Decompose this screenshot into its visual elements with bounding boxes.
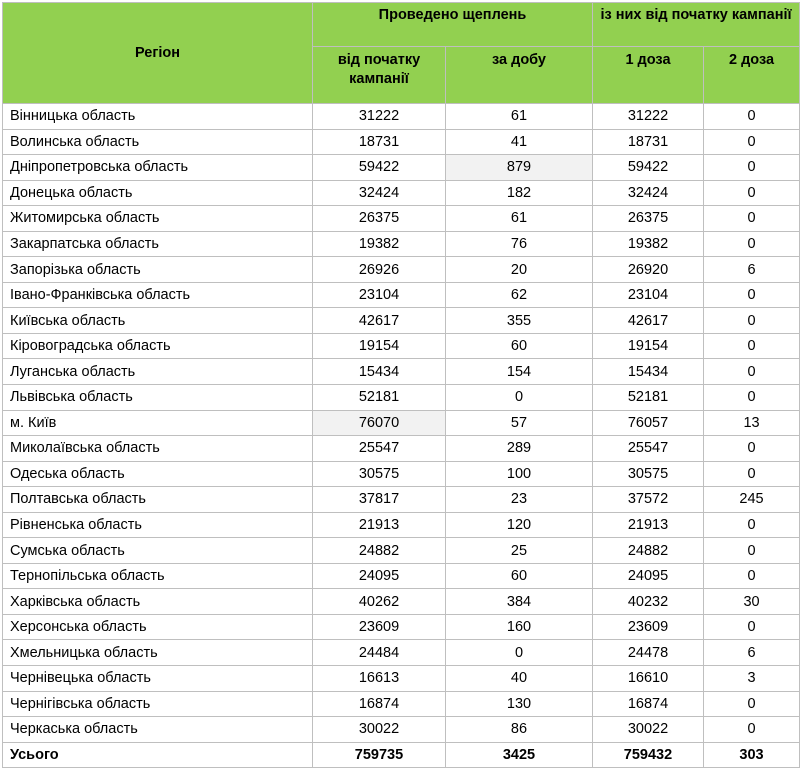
region-name: Рівненська область xyxy=(3,512,313,538)
dose2-value: 245 xyxy=(704,487,800,513)
region-name: м. Київ xyxy=(3,410,313,436)
per-day-value: 61 xyxy=(446,206,593,232)
region-name: Закарпатська область xyxy=(3,231,313,257)
since-start-value: 37817 xyxy=(313,487,446,513)
region-name: Донецька область xyxy=(3,180,313,206)
dose1-value: 24095 xyxy=(593,563,704,589)
table-row xyxy=(3,461,800,487)
table-row xyxy=(3,436,800,462)
dose2-value: 0 xyxy=(704,461,800,487)
since-start-value: 40262 xyxy=(313,589,446,615)
table-row xyxy=(3,691,800,717)
dose2-value: 0 xyxy=(704,538,800,564)
table-row xyxy=(3,614,800,640)
region-name: Запорізька область xyxy=(3,257,313,283)
per-day-value: 100 xyxy=(446,461,593,487)
table-row xyxy=(3,666,800,692)
dose2-value: 6 xyxy=(704,640,800,666)
dose1-value: 16610 xyxy=(593,666,704,692)
dose1-value: 40232 xyxy=(593,589,704,615)
table-row xyxy=(3,640,800,666)
header-region: Регіон xyxy=(3,3,313,104)
dose2-value: 0 xyxy=(704,308,800,334)
total-label: Усього xyxy=(3,742,313,768)
since-start-value: 24484 xyxy=(313,640,446,666)
dose2-value: 0 xyxy=(704,206,800,232)
since-start-value: 21913 xyxy=(313,512,446,538)
per-day-value: 120 xyxy=(446,512,593,538)
per-day-value: 25 xyxy=(446,538,593,564)
dose1-value: 37572 xyxy=(593,487,704,513)
table-row xyxy=(3,359,800,385)
dose1-value: 19382 xyxy=(593,231,704,257)
per-day-value: 86 xyxy=(446,717,593,743)
since-start-value: 26926 xyxy=(313,257,446,283)
dose1-value: 30022 xyxy=(593,717,704,743)
since-start-value: 19154 xyxy=(313,333,446,359)
table-row xyxy=(3,282,800,308)
per-day-value: 60 xyxy=(446,333,593,359)
since-start-value: 23609 xyxy=(313,614,446,640)
since-start-value: 25547 xyxy=(313,436,446,462)
per-day-value: 61 xyxy=(446,104,593,130)
table-row xyxy=(3,155,800,181)
table-row xyxy=(3,589,800,615)
total-per-day: 3425 xyxy=(446,742,593,768)
per-day-value: 62 xyxy=(446,282,593,308)
per-day-value: 879 xyxy=(446,155,593,181)
dose2-value: 6 xyxy=(704,257,800,283)
table-row xyxy=(3,717,800,743)
table-row xyxy=(3,410,800,436)
dose1-value: 19154 xyxy=(593,333,704,359)
since-start-value: 18731 xyxy=(313,129,446,155)
dose2-value: 0 xyxy=(704,436,800,462)
region-name: Черкаська область xyxy=(3,717,313,743)
dose1-value: 23104 xyxy=(593,282,704,308)
header-per-day: за добу xyxy=(446,47,593,104)
total-dose1: 759432 xyxy=(593,742,704,768)
per-day-value: 20 xyxy=(446,257,593,283)
since-start-value: 26375 xyxy=(313,206,446,232)
dose1-value: 59422 xyxy=(593,155,704,181)
dose2-value: 0 xyxy=(704,563,800,589)
table-row xyxy=(3,206,800,232)
dose2-value: 0 xyxy=(704,691,800,717)
dose2-value: 0 xyxy=(704,282,800,308)
header-dose2: 2 доза xyxy=(704,47,800,104)
dose1-value: 16874 xyxy=(593,691,704,717)
since-start-value: 16613 xyxy=(313,666,446,692)
region-name: Харківська область xyxy=(3,589,313,615)
dose1-value: 32424 xyxy=(593,180,704,206)
table-row xyxy=(3,129,800,155)
since-start-value: 24882 xyxy=(313,538,446,564)
per-day-value: 40 xyxy=(446,666,593,692)
region-name: Чернігівська область xyxy=(3,691,313,717)
dose2-value: 0 xyxy=(704,104,800,130)
table-row xyxy=(3,308,800,334)
per-day-value: 289 xyxy=(446,436,593,462)
total-dose2: 303 xyxy=(704,742,800,768)
dose1-value: 25547 xyxy=(593,436,704,462)
per-day-value: 57 xyxy=(446,410,593,436)
region-name: Львівська область xyxy=(3,385,313,411)
since-start-value: 19382 xyxy=(313,231,446,257)
since-start-value: 52181 xyxy=(313,385,446,411)
per-day-value: 41 xyxy=(446,129,593,155)
per-day-value: 76 xyxy=(446,231,593,257)
table-row xyxy=(3,104,800,130)
dose1-value: 76057 xyxy=(593,410,704,436)
per-day-value: 182 xyxy=(446,180,593,206)
region-name: Кіровоградська область xyxy=(3,333,313,359)
total-row xyxy=(3,742,800,768)
since-start-value: 76070 xyxy=(313,410,446,436)
per-day-value: 355 xyxy=(446,308,593,334)
dose2-value: 3 xyxy=(704,666,800,692)
dose2-value: 0 xyxy=(704,385,800,411)
dose2-value: 0 xyxy=(704,614,800,640)
region-name: Полтавська область xyxy=(3,487,313,513)
per-day-value: 154 xyxy=(446,359,593,385)
dose1-value: 24478 xyxy=(593,640,704,666)
dose2-value: 0 xyxy=(704,155,800,181)
per-day-value: 0 xyxy=(446,385,593,411)
dose2-value: 0 xyxy=(704,359,800,385)
per-day-value: 23 xyxy=(446,487,593,513)
region-name: Миколаївська область xyxy=(3,436,313,462)
dose1-value: 30575 xyxy=(593,461,704,487)
dose1-value: 24882 xyxy=(593,538,704,564)
header-dose1: 1 доза xyxy=(593,47,704,104)
per-day-value: 130 xyxy=(446,691,593,717)
per-day-value: 0 xyxy=(446,640,593,666)
dose1-value: 42617 xyxy=(593,308,704,334)
per-day-value: 160 xyxy=(446,614,593,640)
dose1-value: 26920 xyxy=(593,257,704,283)
since-start-value: 15434 xyxy=(313,359,446,385)
region-name: Тернопільська область xyxy=(3,563,313,589)
dose1-value: 15434 xyxy=(593,359,704,385)
region-name: Дніпропетровська область xyxy=(3,155,313,181)
dose1-value: 23609 xyxy=(593,614,704,640)
since-start-value: 59422 xyxy=(313,155,446,181)
dose2-value: 0 xyxy=(704,333,800,359)
dose1-value: 26375 xyxy=(593,206,704,232)
region-name: Луганська область xyxy=(3,359,313,385)
table-row xyxy=(3,333,800,359)
dose2-value: 30 xyxy=(704,589,800,615)
header-vaccinations: Проведено щеплень xyxy=(313,3,593,47)
dose2-value: 0 xyxy=(704,231,800,257)
table-row xyxy=(3,385,800,411)
since-start-value: 31222 xyxy=(313,104,446,130)
dose2-value: 0 xyxy=(704,717,800,743)
dose1-value: 52181 xyxy=(593,385,704,411)
per-day-value: 384 xyxy=(446,589,593,615)
region-name: Волинська область xyxy=(3,129,313,155)
table-row xyxy=(3,180,800,206)
since-start-value: 23104 xyxy=(313,282,446,308)
since-start-value: 42617 xyxy=(313,308,446,334)
header-since-start: від початку кампанії xyxy=(313,47,446,104)
dose1-value: 31222 xyxy=(593,104,704,130)
dose2-value: 0 xyxy=(704,180,800,206)
region-name: Одеська область xyxy=(3,461,313,487)
since-start-value: 16874 xyxy=(313,691,446,717)
total-since-start: 759735 xyxy=(313,742,446,768)
dose1-value: 21913 xyxy=(593,512,704,538)
table-row xyxy=(3,512,800,538)
region-name: Чернівецька область xyxy=(3,666,313,692)
dose2-value: 0 xyxy=(704,129,800,155)
since-start-value: 32424 xyxy=(313,180,446,206)
table-row xyxy=(3,563,800,589)
per-day-value: 60 xyxy=(446,563,593,589)
dose2-value: 13 xyxy=(704,410,800,436)
table-row xyxy=(3,257,800,283)
region-name: Хмельницька область xyxy=(3,640,313,666)
region-name: Вінницька область xyxy=(3,104,313,130)
table-row xyxy=(3,487,800,513)
table-row xyxy=(3,538,800,564)
vaccination-table xyxy=(2,2,800,768)
region-name: Херсонська область xyxy=(3,614,313,640)
table-row xyxy=(3,231,800,257)
table-body xyxy=(3,104,800,768)
since-start-value: 24095 xyxy=(313,563,446,589)
region-name: Івано-Франківська область xyxy=(3,282,313,308)
region-name: Сумська область xyxy=(3,538,313,564)
since-start-value: 30022 xyxy=(313,717,446,743)
region-name: Київська область xyxy=(3,308,313,334)
dose2-value: 0 xyxy=(704,512,800,538)
region-name: Житомирська область xyxy=(3,206,313,232)
dose1-value: 18731 xyxy=(593,129,704,155)
header-of-them: із них від початку кампанії xyxy=(593,3,800,47)
since-start-value: 30575 xyxy=(313,461,446,487)
